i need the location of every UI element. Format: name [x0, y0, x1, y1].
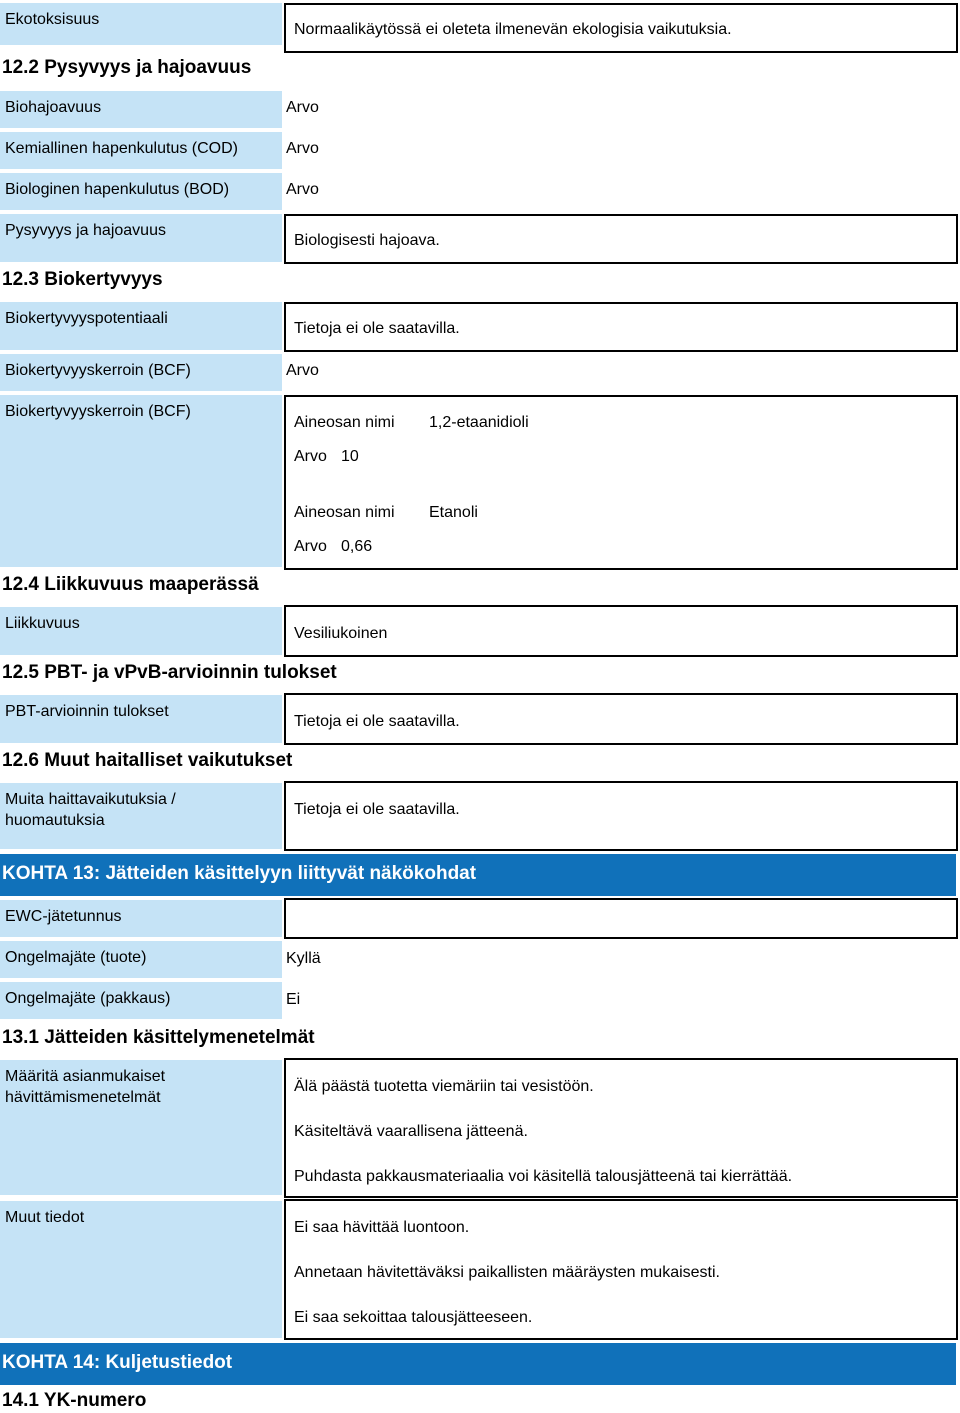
- ongelmajate-pakkaus-label: Ongelmajäte (pakkaus): [0, 982, 282, 1019]
- ewc-label: EWC-jätetunnus: [0, 900, 282, 937]
- method-line: Käsiteltävä vaarallisena jätteenä.: [294, 1123, 528, 1140]
- section-12-4-heading: 12.4 Liikkuvuus maaperässä: [2, 574, 259, 595]
- bcf-value: Arvo: [286, 362, 319, 379]
- section-12-5-heading: 12.5 PBT- ja vPvB-arvioinnin tulokset: [2, 662, 337, 683]
- muut-tiedot-box: [284, 1199, 958, 1340]
- component-value: 10: [341, 448, 359, 465]
- component-value-label: Arvo: [294, 448, 327, 465]
- pysyvyys-label: Pysyvyys ja hajoavuus: [0, 214, 282, 262]
- bcf-components-label: Biokertyvyyskerroin (BCF): [0, 395, 282, 567]
- section-14-title: KOHTA 14: Kuljetustiedot: [0, 1343, 956, 1385]
- label-line: huomautuksia: [5, 812, 105, 829]
- method-line: Puhdasta pakkausmateriaalia voi käsitellä talousjätteenä tai kierrättää.: [294, 1168, 793, 1185]
- section-13-title: KOHTA 13: Jätteiden käsittelyyn liittyvät näkökohdat: [0, 854, 956, 896]
- muut-tiedot-label: Muut tiedot: [0, 1201, 282, 1338]
- ongelmajate-pakkaus-value: Ei: [286, 991, 301, 1008]
- component-name-label: Aineosan nimi: [294, 414, 395, 431]
- section-12-3-heading: 12.3 Biokertyvyys: [2, 269, 163, 290]
- bcf-components-box: [284, 395, 958, 570]
- ekotoksisuus-label: Ekotoksisuus: [0, 3, 282, 45]
- biohajoavuus-value: Arvo: [286, 99, 319, 116]
- component-value: 0,66: [341, 538, 373, 555]
- component-name: 1,2-etaanidioli: [429, 414, 529, 431]
- hävittämismenetelmat-box: [284, 1058, 958, 1198]
- section-14-1-heading: 14.1 YK-numero: [2, 1390, 147, 1411]
- hävittämismenetelmat-label: [0, 1060, 282, 1195]
- label-line: Muita haittavaikutuksia /: [5, 791, 176, 808]
- section-12-2-heading: 12.2 Pysyvyys ja hajoavuus: [2, 57, 252, 78]
- component-name: Etanoli: [429, 504, 478, 521]
- liikkuvuus-value: Vesiliukoinen: [284, 605, 958, 657]
- ekotoksisuus-value: Normaalikäytössä ei oleteta ilmenevän ekologisia vaikutuksia.: [284, 3, 958, 53]
- ongelmajate-tuote-label: Ongelmajäte (tuote): [0, 941, 282, 978]
- pbt-value: Tietoja ei ole saatavilla.: [284, 693, 958, 745]
- cod-label: Kemiallinen hapenkulutus (COD): [0, 132, 282, 169]
- method-line: Älä päästä tuotetta viemäriin tai vesistöön.: [294, 1078, 594, 1095]
- bod-label: Biologinen hapenkulutus (BOD): [0, 173, 282, 210]
- section-12-6-heading: 12.6 Muut haitalliset vaikutukset: [2, 750, 293, 771]
- pysyvyys-value: Biologisesti hajoava.: [284, 214, 958, 264]
- muita-haittavaikutuksia-value: Tietoja ei ole saatavilla.: [284, 781, 958, 851]
- bcf-label: Biokertyvyyskerroin (BCF): [0, 354, 282, 391]
- label-line: Määritä asianmukaiset: [5, 1068, 166, 1085]
- label-line: hävittämismenetelmät: [5, 1089, 161, 1106]
- ewc-value: [284, 898, 958, 939]
- muita-haittavaikutuksia-label: [0, 783, 282, 849]
- biohajoavuus-label: Biohajoavuus: [0, 91, 282, 128]
- biokertyvyyspotentiaali-value: Tietoja ei ole saatavilla.: [284, 302, 958, 352]
- biokertyvyyspotentiaali-label: Biokertyvyyspotentiaali: [0, 302, 282, 350]
- ongelmajate-tuote-value: Kyllä: [286, 950, 321, 967]
- other-line: Ei saa hävittää luontoon.: [294, 1219, 470, 1236]
- component-name-label: Aineosan nimi: [294, 504, 395, 521]
- other-line: Ei saa sekoittaa talousjätteeseen.: [294, 1309, 533, 1326]
- bod-value: Arvo: [286, 181, 319, 198]
- section-13-1-heading: 13.1 Jätteiden käsittelymenetelmät: [2, 1027, 315, 1048]
- cod-value: Arvo: [286, 140, 319, 157]
- liikkuvuus-label: Liikkuvuus: [0, 607, 282, 655]
- component-value-label: Arvo: [294, 538, 327, 555]
- other-line: Annetaan hävitettäväksi paikallisten määräysten mukaisesti.: [294, 1264, 720, 1281]
- pbt-label: PBT-arvioinnin tulokset: [0, 695, 282, 743]
